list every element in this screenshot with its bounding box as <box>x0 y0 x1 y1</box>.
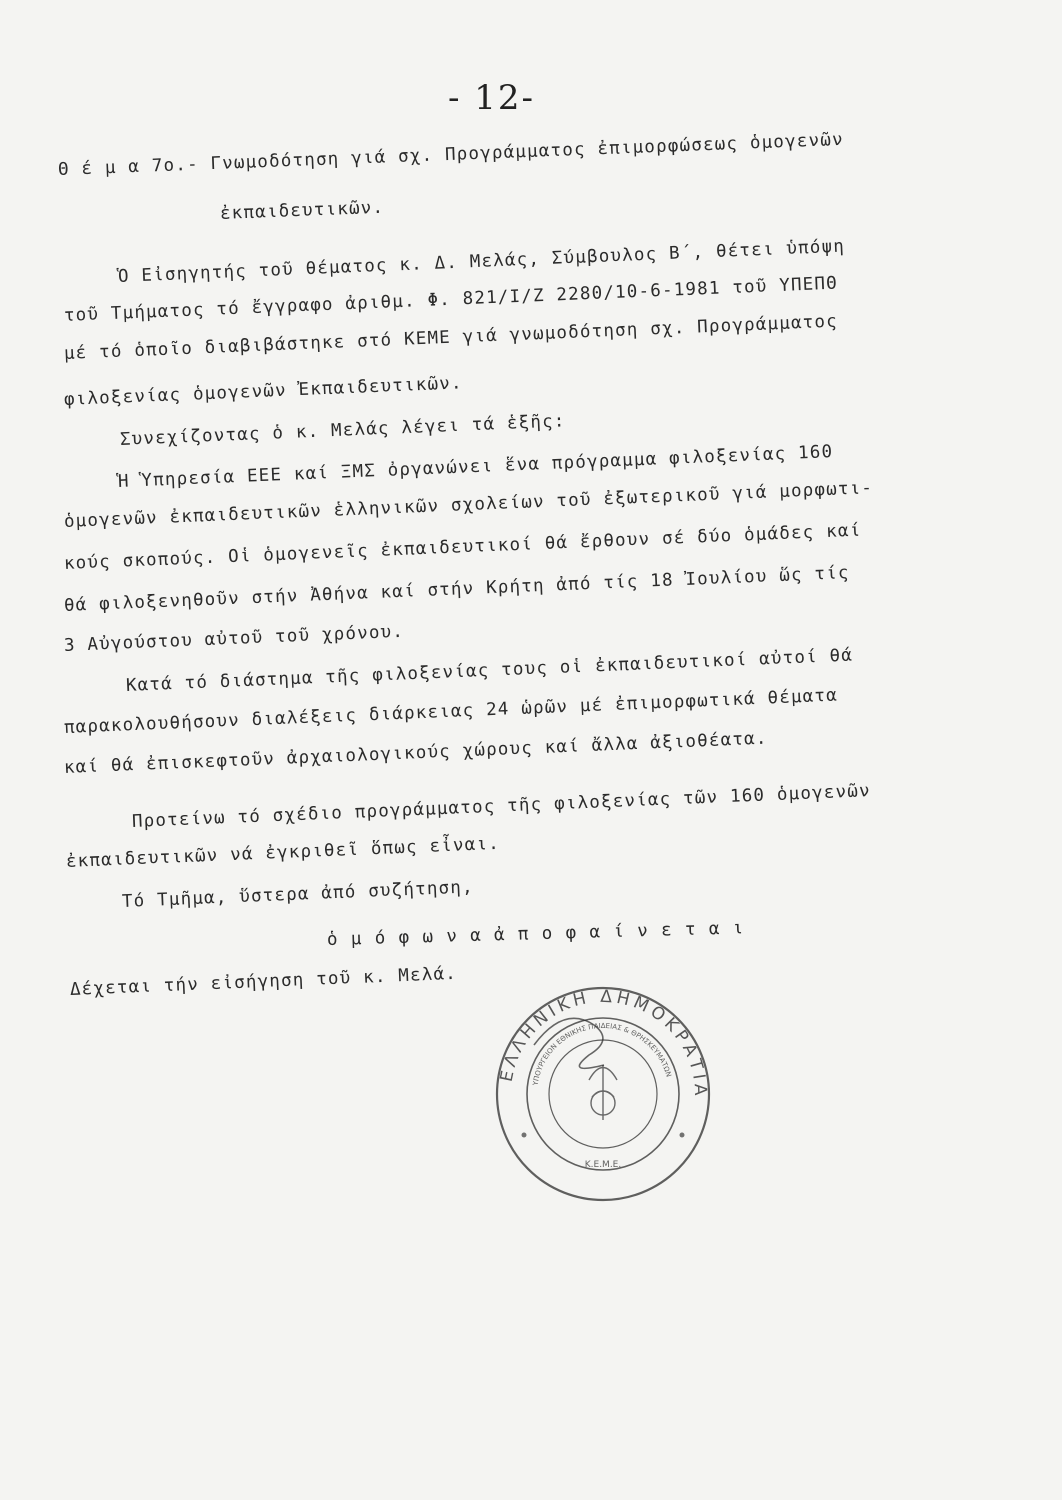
paragraph-line: φιλοξενίας ὁμογενῶν Ἐκπαιδευτικῶν. <box>63 373 464 410</box>
paragraph-line: τοῦ Τμήματος τό ἔγγραφο ἀριθμ. Φ. 821/Ι/Ζ 2280/10-6-1981 τοῦ ΥΠΕΠΘ <box>63 273 839 326</box>
paragraph-line: Συνεχίζοντας ὁ κ. Μελάς λέγει τά ἑξῆς: <box>119 411 566 450</box>
paragraph-line: καί θά ἐπισκεφτοῦν ἀρχαιολογικούς χώρους καί ἄλλα ἀξιοθέατα. <box>63 728 768 778</box>
svg-text:ΕΛΛΗΝΙΚΗ ΔΗΜΟΚΡΑΤΙΑ: ΕΛΛΗΝΙΚΗ ΔΗΜΟΚΡΑΤΙΑ <box>496 986 711 1100</box>
svg-text:Κ.Ε.Μ.Ε.: Κ.Ε.Μ.Ε. <box>584 1160 622 1170</box>
paragraph-line: ἐκπαιδευτικῶν νά ἐγκριθεῖ ὅπως εἶναι. <box>65 833 501 872</box>
paragraph-line: 3 Αὐγούστου αὐτοῦ τοῦ χρόνου. <box>63 621 405 656</box>
page-number: - 12- <box>448 78 536 118</box>
svg-text:ΥΠΟΥΡΓΕΙΟΝ ΕΘΝΙΚΗΣ ΠΑΙΔΕΙΑΣ &: ΥΠΟΥΡΓΕΙΟΝ ΕΘΝΙΚΗΣ ΠΑΙΔΕΙΑΣ & ΘΡΗΣΚΕΥΜΑΤΩΝ <box>531 1021 673 1087</box>
paragraph-line: Κατά τό διάστημα τῆς φιλοξενίας τους οἱ ἐκπαιδευτικοί αὐτοί θά <box>125 645 854 696</box>
official-stamp <box>494 985 712 1203</box>
subject-line: Θ έ μ α 7ο.- Γνωμοδότηση γιά σχ. Προγράμματος ἐπιμορφώσεως ὁμογενῶν <box>57 129 845 180</box>
decision-heading: ὁ μ ό φ ω ν α ἀ π ο φ α ί ν ε τ α ι <box>326 918 745 950</box>
decision-line: Δέχεται τήν εἰσήγηση τοῦ κ. Μελά. <box>69 963 458 1000</box>
paragraph-line: ὁμογενῶν ἐκπαιδευτικῶν ἑλληνικῶν σχολείων τοῦ ἐξωτερικοῦ γιά μορφωτι- <box>63 478 874 532</box>
paragraph-line: Προτείνω τό σχέδιο προγράμματος τῆς φιλοξενίας τῶν 160 ὁμογενῶν <box>131 781 872 832</box>
paragraph-line: Ἡ Ὑπηρεσία ΕΕΕ καί ΞΜΣ ὀργανώνει ἕνα πρόγραμμα φιλοξενίας 160 <box>117 442 834 492</box>
paragraph-line: Τό Τμῆμα, ὕστερα ἀπό συζήτηση, <box>121 877 475 912</box>
paragraph-line: μέ τό ὁποῖο διαβιβάστηκε στό ΚΕΜΕ γιά γνωμοδότηση σχ. Προγράμματος <box>63 311 839 364</box>
paragraph-line: θά φιλοξενηθοῦν στήν Ἀθήνα καί στήν Κρήτη ἀπό τίς 18 Ἰουλίου ὥς τίς <box>63 563 851 616</box>
subject-line-cont: ἐκπαιδευτικῶν. <box>219 197 385 224</box>
paragraph-line: παρακολουθήσουν διαλέξεις διάρκειας 24 ὡρῶν μέ ἐπιμορφωτικά θέματα <box>63 685 839 738</box>
paragraph-line: Ὁ Εἰσηγητής τοῦ θέματος κ. Δ. Μελάς, Σύμβουλος Β΄, θέτει ὑπόψη <box>117 236 846 287</box>
paragraph-line: κούς σκοπούς. Οἱ ὁμογενεῖς ἐκπαιδευτικοί θά ἔρθουν σέ δύο ὁμάδες καί <box>63 520 862 574</box>
